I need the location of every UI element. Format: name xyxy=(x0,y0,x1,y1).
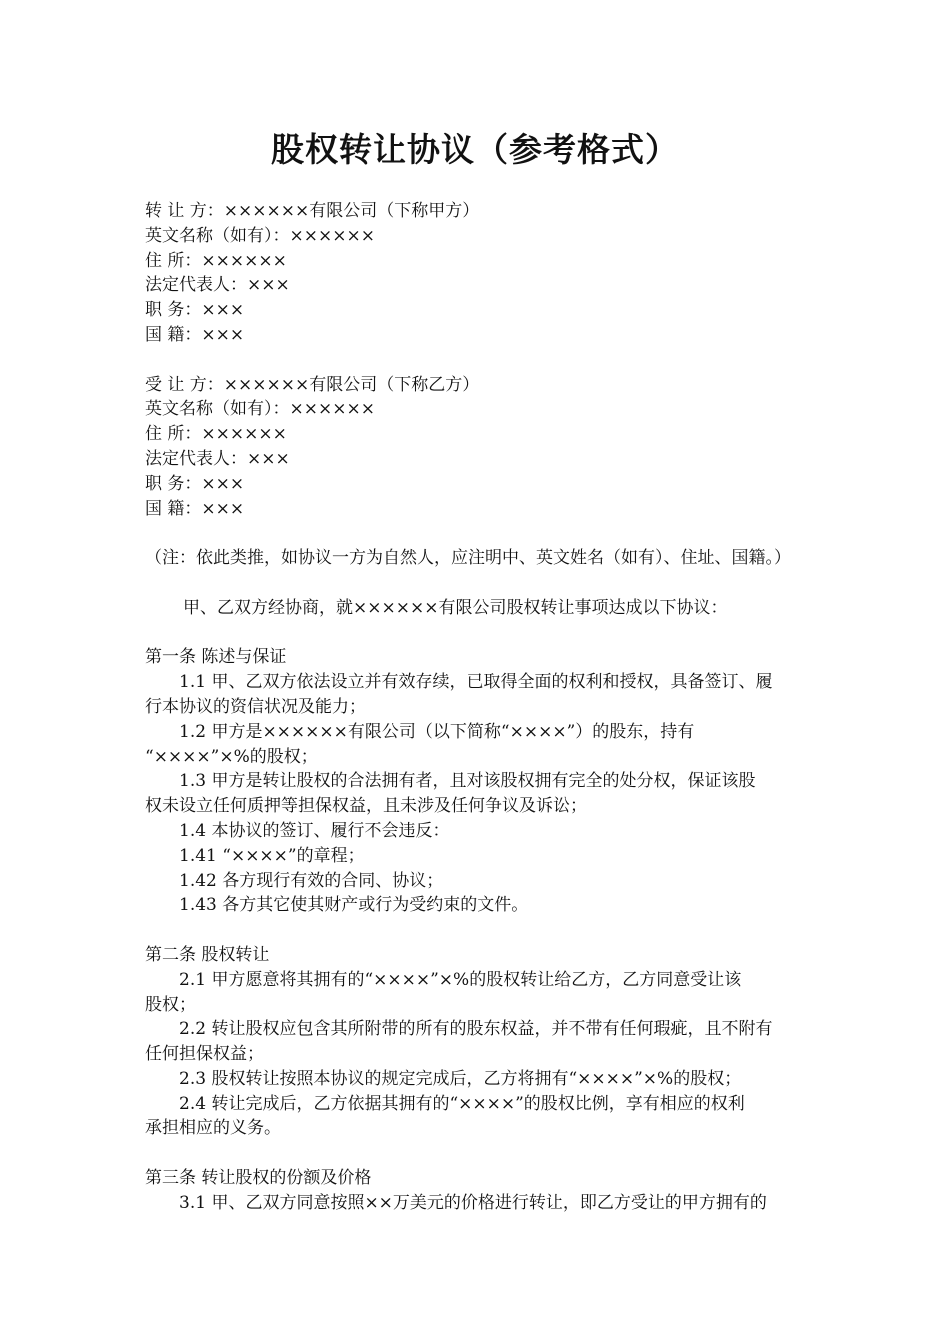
spacer xyxy=(145,918,835,943)
clause-1-43: 1.43 各方其它使其财产或行为受约束的文件。 xyxy=(179,895,529,916)
transferee-name: 受 让 方：××××××有限公司（下称乙方） xyxy=(145,374,480,395)
transferor-legal-rep: 法定代表人：××× xyxy=(145,275,290,296)
document-title: 股权转让协议（参考格式） xyxy=(271,130,679,169)
clause-2-2-line-2: 任何担保权益； xyxy=(145,1044,264,1065)
transferor-nationality: 国 籍：××× xyxy=(145,324,245,345)
clause-3-1-line-1: 3.1 甲、乙双方同意按照××万美元的价格进行转让，即乙方受让的甲方拥有的 xyxy=(179,1192,767,1213)
clause-1-3-line-2: 权未设立任何质押等担保权益，且未涉及任何争议及诉讼； xyxy=(145,796,587,817)
transferee-block xyxy=(145,373,835,522)
transferor-english-name: 英文名称（如有）：×××××× xyxy=(145,225,375,246)
preamble: 甲、乙双方经协商，就××××××有限公司股权转让事项达成以下协议： xyxy=(183,597,728,618)
transferor-name: 转 让 方：××××××有限公司（下称甲方） xyxy=(145,201,480,221)
spacer xyxy=(145,521,835,546)
transferee-position: 职 务：××× xyxy=(145,473,245,494)
transferee-legal-rep: 法定代表人：××× xyxy=(145,448,290,469)
clause-1-41: 1.41 “××××”的章程； xyxy=(179,845,365,866)
spacer xyxy=(145,571,835,596)
clause-2-3: 2.3 股权转让按照本协议的规定完成后，乙方将拥有“××××”×%的股权； xyxy=(179,1068,742,1089)
clause-2-1-line-2: 股权； xyxy=(145,994,196,1015)
clause-2-4-line-2: 承担相应的义务。 xyxy=(145,1118,281,1139)
article-3-heading: 第三条 转让股权的份额及价格 xyxy=(145,1168,372,1189)
transferor-block xyxy=(145,199,835,348)
spacer xyxy=(145,348,835,373)
party-note: （注：依此类推，如协议一方为自然人，应注明中、英文姓名（如有）、住址、国籍。） xyxy=(145,548,791,569)
clause-1-2-line-1: 1.2 甲方是××××××有限公司（以下简称“××××”）的股东，持有 xyxy=(179,721,695,742)
transferee-nationality: 国 籍：××× xyxy=(145,498,245,519)
clause-1-4: 1.4 本协议的签订、履行不会违反： xyxy=(179,820,450,841)
clause-1-3-line-1: 1.3 甲方是转让股权的合法拥有者，且对该股权拥有完全的处分权，保证该股 xyxy=(179,771,756,792)
spacer xyxy=(145,1141,835,1166)
spacer xyxy=(145,621,835,646)
transferee-english-name: 英文名称（如有）：×××××× xyxy=(145,399,375,420)
clause-2-1-line-1: 2.1 甲方愿意将其拥有的“××××”×%的股权转让给乙方，乙方同意受让该 xyxy=(179,969,742,990)
clause-2-4-line-1: 2.4 转让完成后，乙方依据其拥有的“××××”的股权比例，享有相应的权利 xyxy=(179,1093,745,1114)
article-1 xyxy=(145,645,835,918)
article-2-heading: 第二条 股权转让 xyxy=(145,944,270,965)
article-2 xyxy=(145,943,835,1141)
transferor-address: 住 所：×××××× xyxy=(145,250,287,271)
clause-1-2-line-2: “××××”×%的股权； xyxy=(145,746,318,767)
clause-1-1-line-1: 1.1 甲、乙双方依法设立并有效存续，已取得全面的权利和授权，具备签订、履 xyxy=(179,672,773,693)
clause-2-2-line-1: 2.2 转让股权应包含其所附带的所有的股东权益，并不带有任何瑕疵，且不附有 xyxy=(179,1019,773,1040)
transferee-address: 住 所：×××××× xyxy=(145,424,287,445)
document-body xyxy=(145,199,835,1216)
clause-1-1-line-2: 行本协议的资信状况及能力； xyxy=(145,696,366,717)
article-1-heading: 第一条 陈述与保证 xyxy=(145,647,287,668)
article-3 xyxy=(145,1166,835,1216)
transferor-position: 职 务：××× xyxy=(145,300,245,321)
clause-1-42: 1.42 各方现行有效的合同、协议； xyxy=(179,870,444,891)
